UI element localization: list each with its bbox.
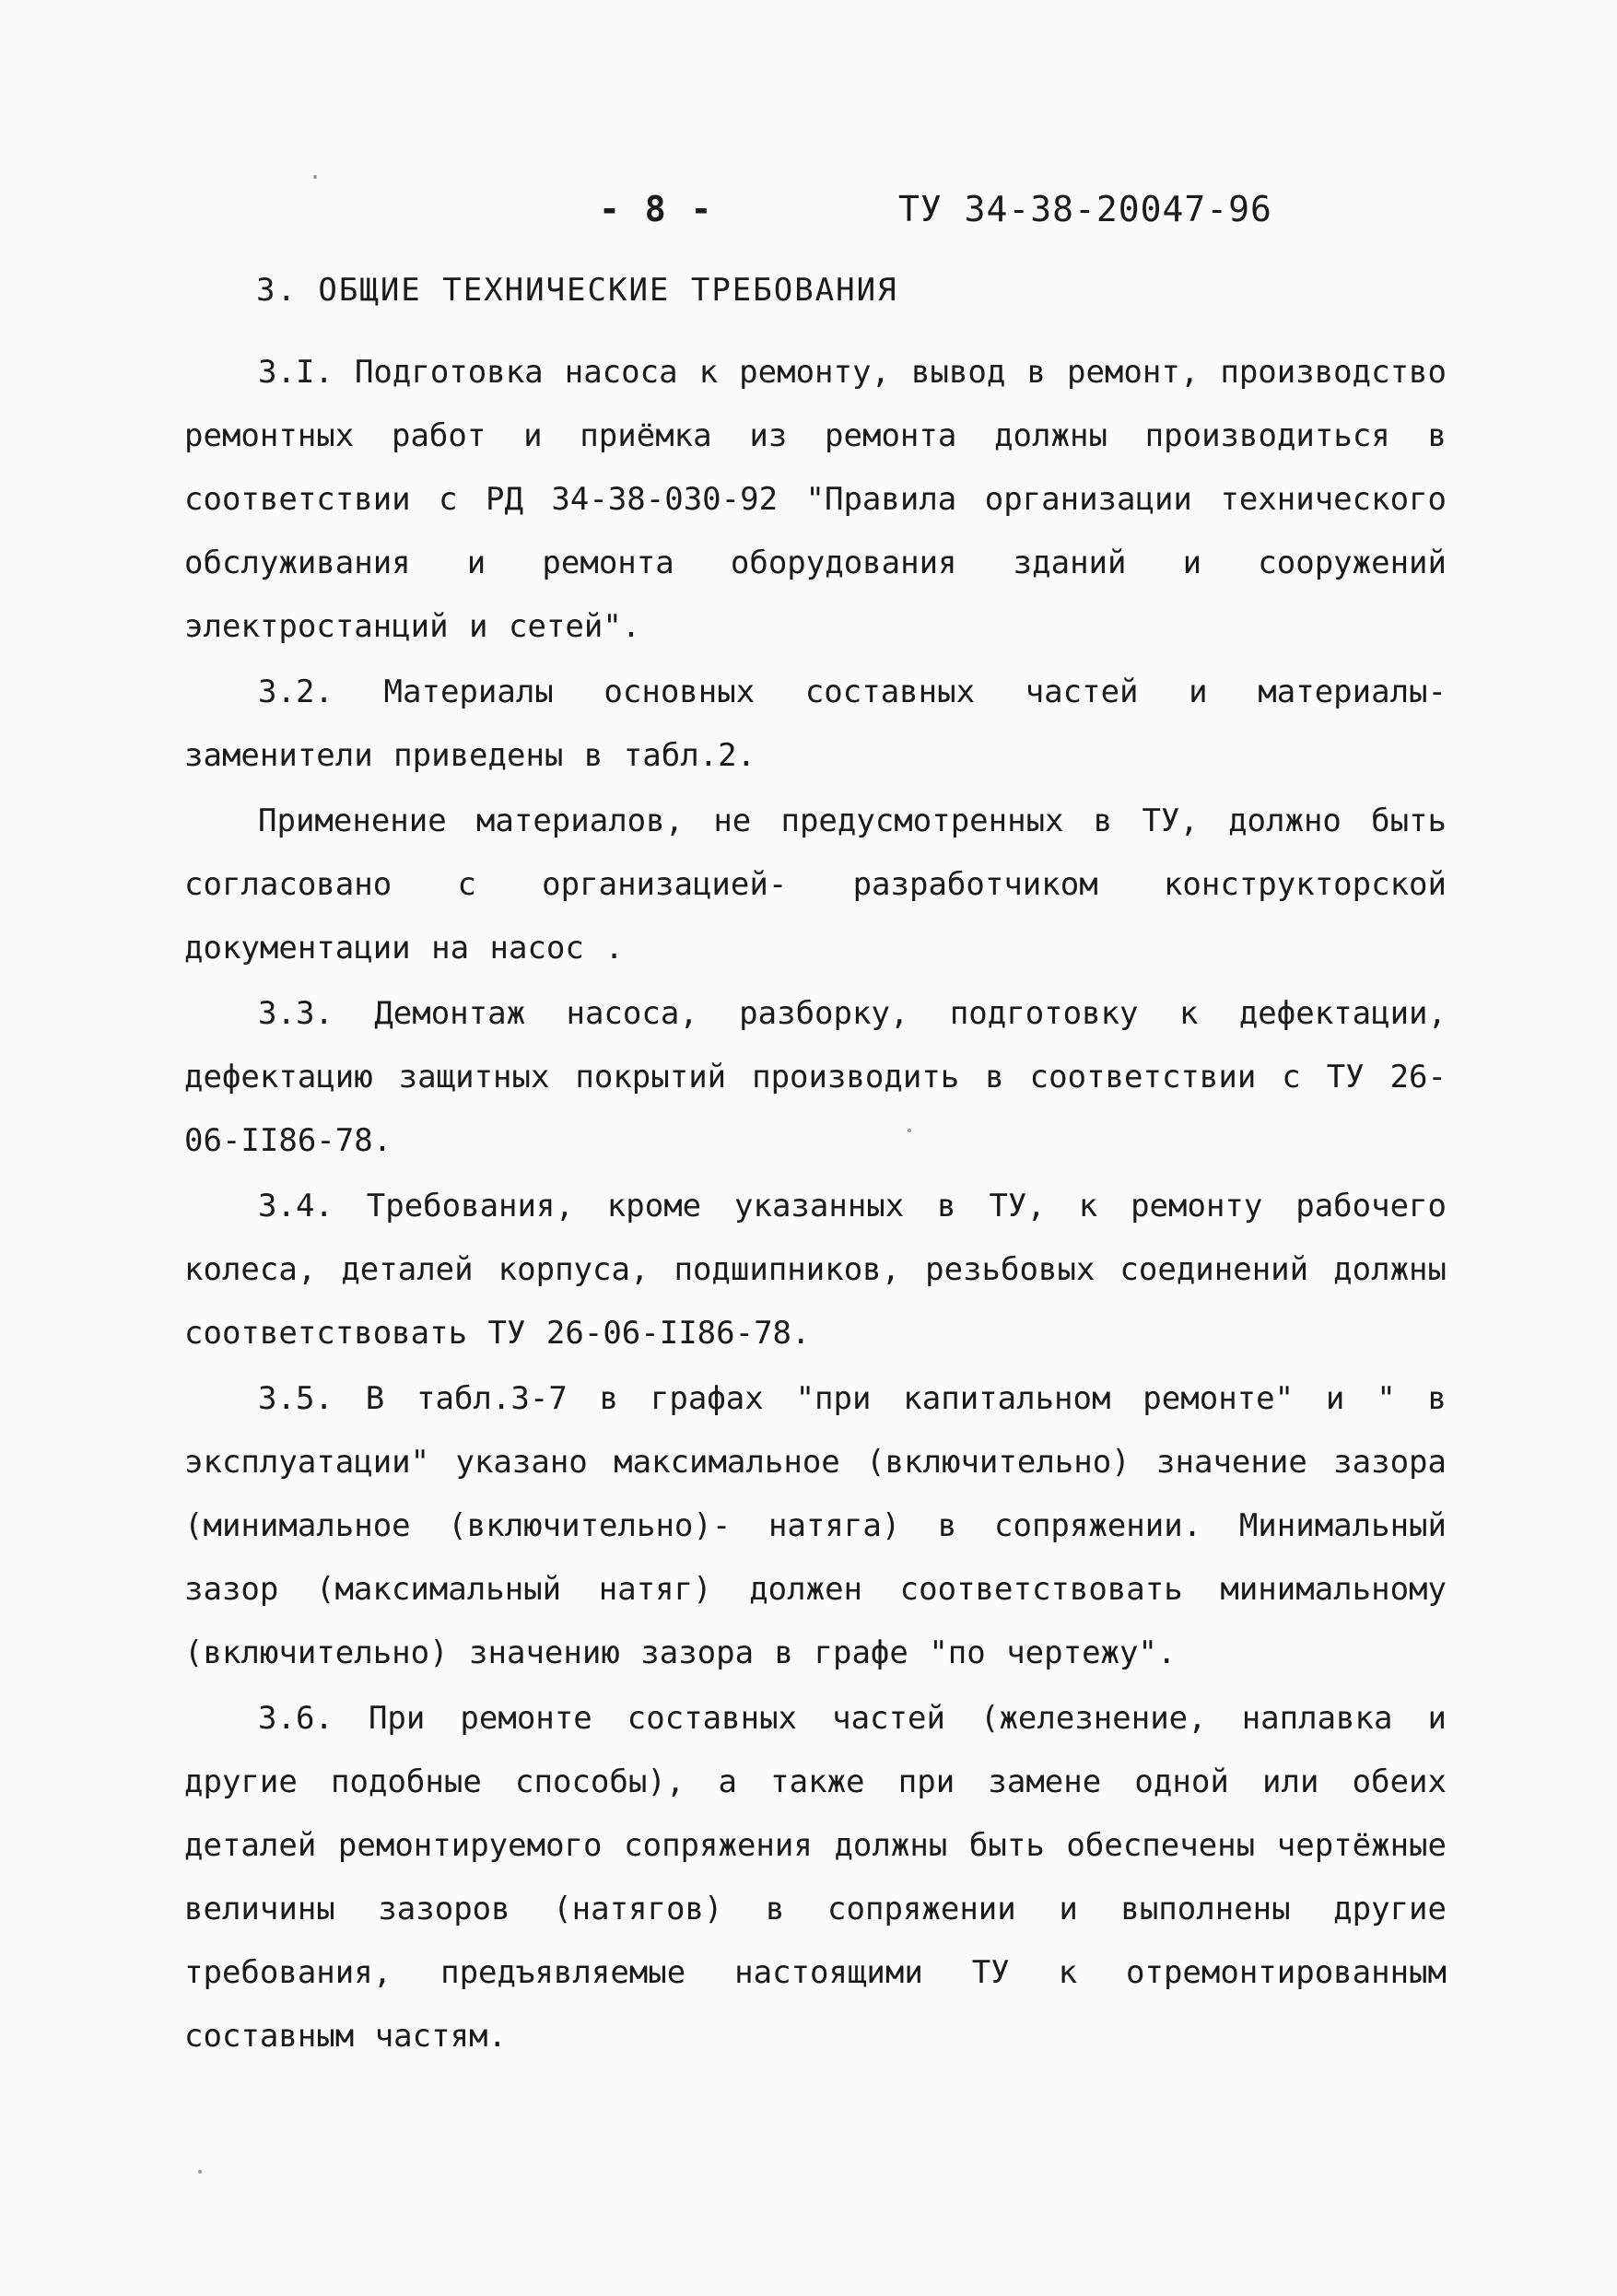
paragraph-text: Применение материалов, не предусмотренных в ТУ, должно быть согласовано с организацией- разработчиком конструкторской документации на насос .: [184, 802, 1447, 966]
document-code: ТУ 34-38-20047-96: [898, 189, 1272, 229]
paragraph-text: 3.I. Подготовка насоса к ремонту, вывод в ремонт, производство ремонтных работ и приёмка из ремонта должны производиться в соответствии с РД 34-38-030-92 "Правила организации технического обслуживания и ремонта оборудования зданий и сооружений электростанций и сетей".: [184, 354, 1447, 645]
paragraph-text: 3.2. Материалы основных составных частей и материалы- заменители приведены в табл.2.: [184, 674, 1447, 774]
document-body: [184, 341, 1447, 2070]
scan-speck: [198, 2170, 202, 2173]
paragraph-3-3: [184, 982, 1447, 1173]
section-title: 3. ОБЩИЕ ТЕХНИЧЕСКИЕ ТРЕБОВАНИЯ: [256, 272, 898, 309]
paragraph-text: 3.6. При ремонте составных частей (железнение, наплавка и другие подобные способы), а также при замене одной или обеих деталей ремонтируемого сопряжения должны быть обеспечены чертёжные величины зазоров (натягов) в сопряжении и выполнены другие требования, предъявляемые настоящими ТУ к отремонтированным составным частям.: [184, 1700, 1447, 2055]
paragraph-text: 3.3. Демонтаж насоса, разборку, подготовку к дефектации, дефектацию защитных покрытий производить в соответствии с ТУ 26-06-II86-78.: [184, 995, 1447, 1159]
paragraph-text: 3.5. В табл.3-7 в графах "при капитальном ремонте" и " в эксплуатации" указано максимальное (включительно) значение зазора (минимальное (включительно)- натяга) в сопряжении. Минимальный зазор (максимальный натяг) должен соответствовать минимальному (включительно) значению зазора в графе "по чертежу".: [184, 1380, 1447, 1671]
paragraph-3-5: [184, 1367, 1447, 1685]
paragraph-3-2: [184, 661, 1447, 788]
paragraph-3-1: [184, 341, 1447, 659]
page-number: - 8 -: [599, 189, 714, 229]
paragraph-3-6: [184, 1687, 1447, 2068]
paragraph-materials-note: [184, 790, 1447, 980]
scan-speck: [313, 175, 317, 179]
paragraph-text: 3.4. Требования, кроме указанных в ТУ, к ремонту рабочего колеса, деталей корпуса, подшипников, резьбовых соединений должны соответствовать ТУ 26-06-II86-78.: [184, 1188, 1447, 1352]
paragraph-3-4: [184, 1175, 1447, 1365]
page-header: [0, 189, 1617, 244]
